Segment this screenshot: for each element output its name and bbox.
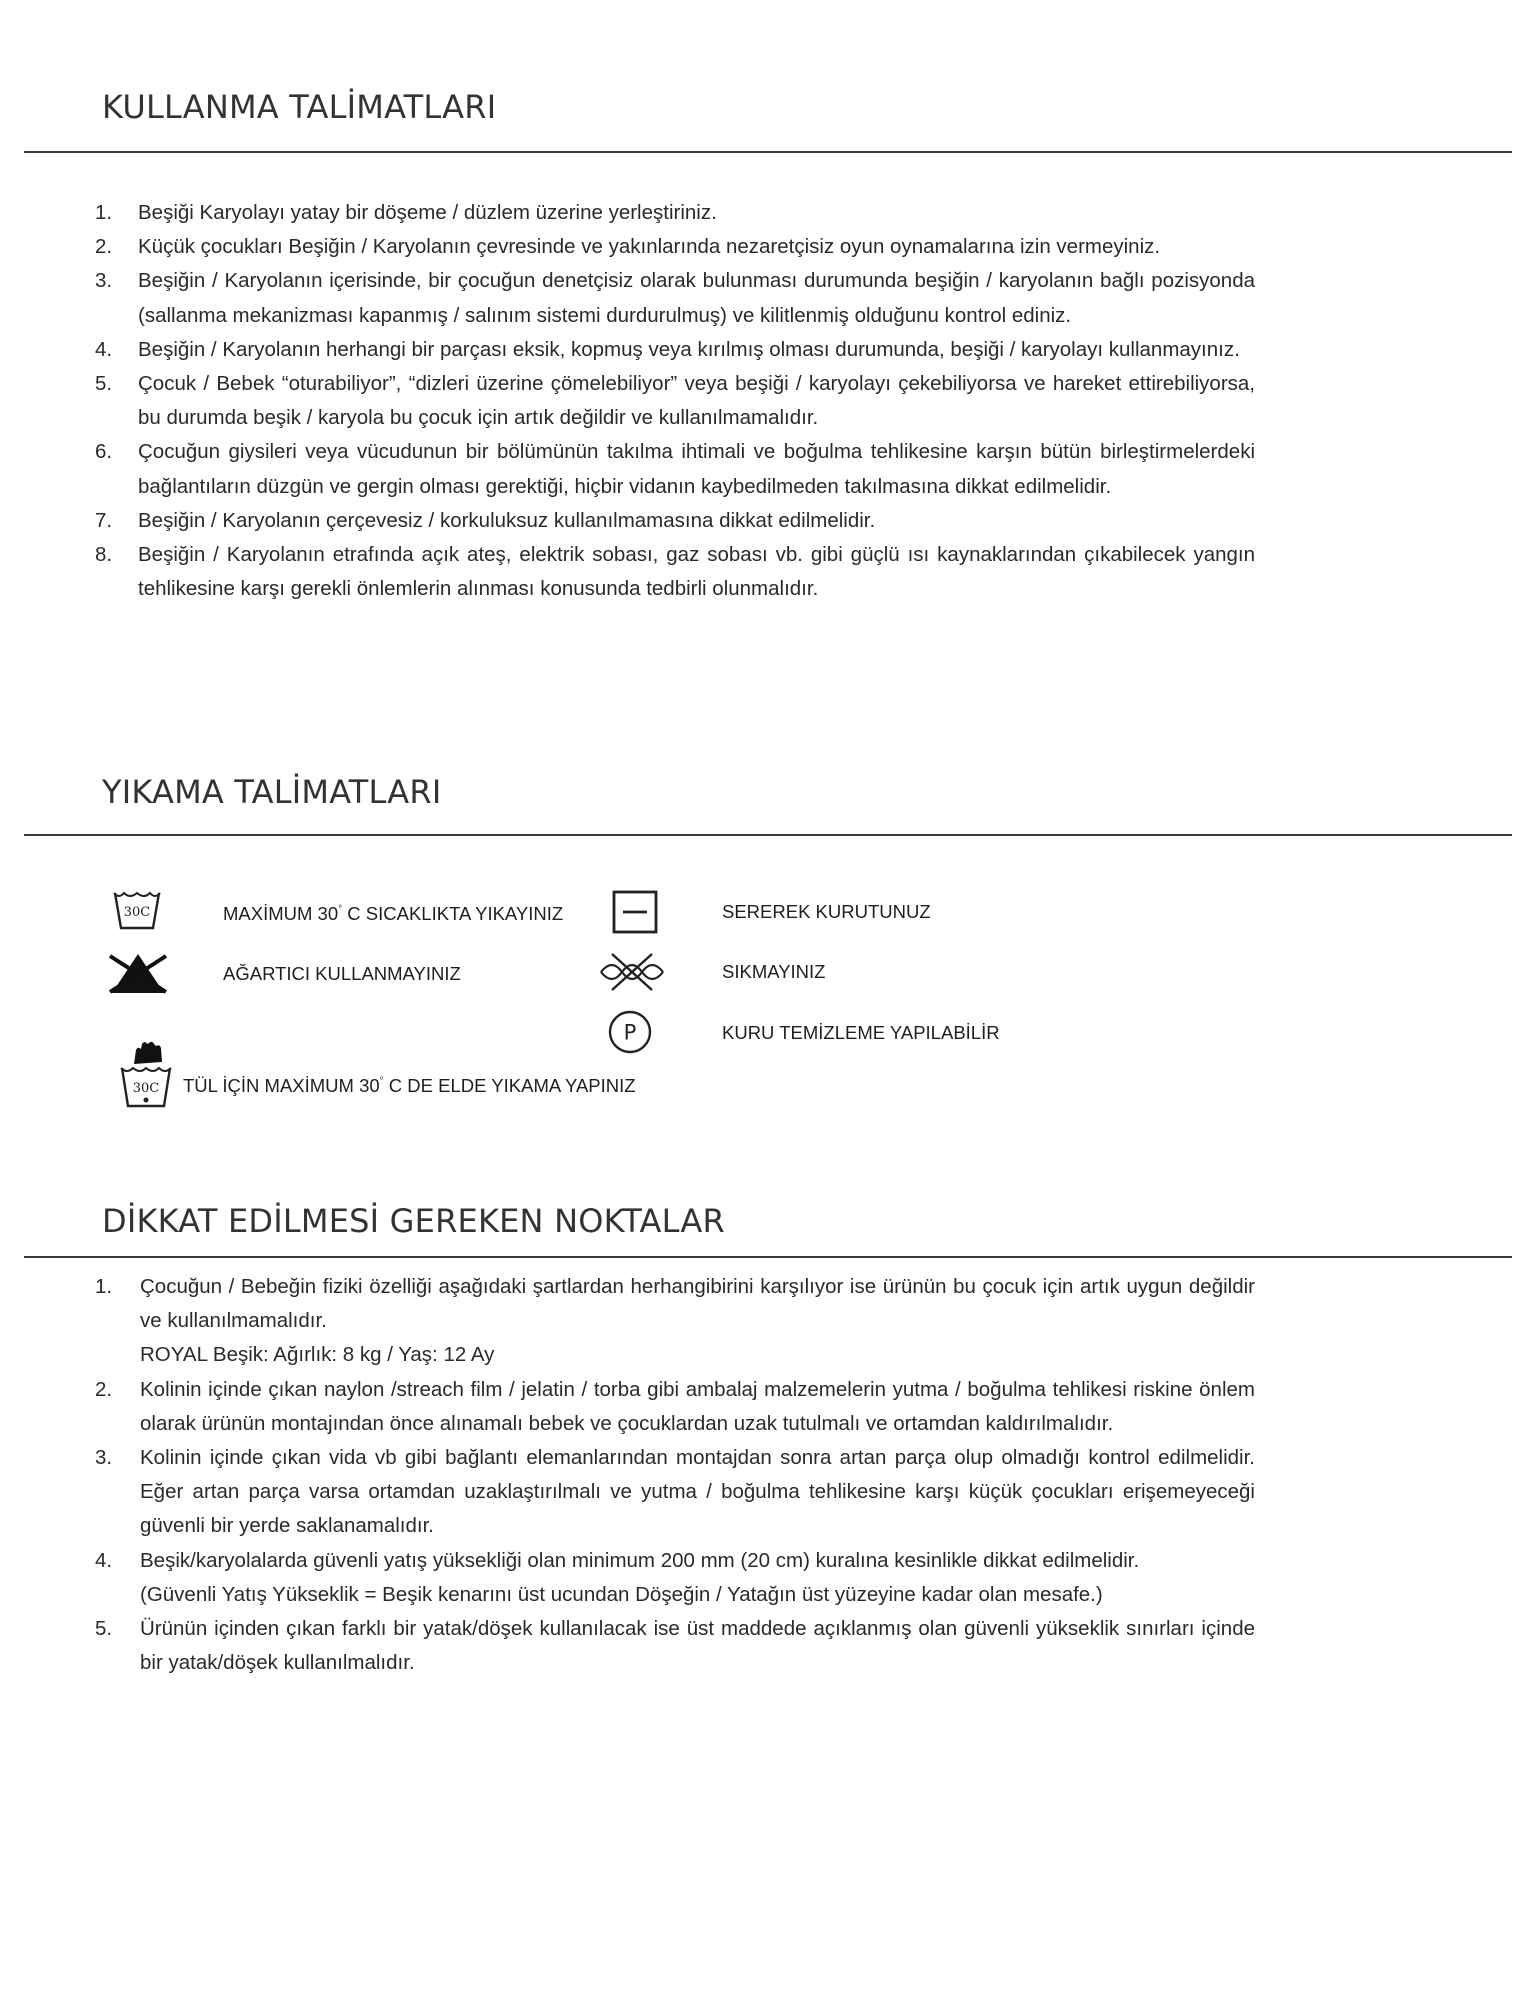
item-number: 8. (95, 543, 113, 567)
item-text: Beşiğin / Karyolanın herhangi bir parçası eksik, kopmuş veya kırılmış olması durumunda, beşiği / karyolayı kullanmayınız. (138, 337, 1240, 361)
do-not-wring-icon (598, 952, 666, 992)
list-item (95, 230, 1255, 264)
item-text: Beşiğin / Karyolanın etrafında açık ateş, elektrik sobası, gaz sobası vb. gibi güçlü ısı kaynaklarından çıkabilecek yangın tehlikesine karşı gerekli önlemlerin alınması konusunda tedbirli olunmalıdır. (138, 543, 1255, 601)
wash-tub-30-icon (112, 889, 162, 931)
wash-label: KURU TEMİZLEME YAPILABİLİR (722, 1022, 1000, 1043)
item-number: 1. (95, 1275, 113, 1298)
wash-label: AĞARTICI KULLANMAYINIZ (223, 963, 461, 984)
item-text: Beşik/karyolalarda güvenli yatış yüksekliği olan minimum 200 mm (20 cm) kuralına kesinlikle dikkat edilmelidir. (140, 1548, 1140, 1572)
wash-label: MAXİMUM 30° C SICAKLIKTA YIKAYINIZ (223, 903, 564, 924)
item-text: Beşiğin / Karyolanın içerisinde, bir çocuğun denetçisiz olarak bulunması durumunda beşiğin / karyolanın bağlı pozisyonda (sallanma mekanizması kapanmış / salınım sistemi durdurulmuş) ve kilitlenmiş olduğunu kontrol ediniz. (138, 269, 1255, 327)
item-text: Kolinin içinde çıkan naylon /streach film / jelatin / torba gibi ambalaj malzemelerin yutma / boğulma tehlikesi riskine önlem olarak ürünün montajından önce alınamalı bebek ve çocuklardan uzak tutulmalı ve ortamdan kaldırılmalıdır. (140, 1377, 1255, 1435)
dry-flat-icon (612, 890, 658, 934)
item-number: 3. (95, 269, 113, 293)
list-item (95, 367, 1255, 435)
icon-text: 30C (132, 1081, 160, 1096)
item-number: 5. (95, 1617, 113, 1641)
item-number: 6. (95, 440, 113, 464)
list-item (95, 264, 1255, 332)
list-item (95, 1612, 1255, 1680)
item-number: 4. (95, 1548, 113, 1572)
item-number: 5. (95, 372, 113, 396)
item-number: 2. (95, 235, 113, 259)
attention-points-list (95, 1270, 1255, 1680)
hand-wash-30-icon (118, 1040, 174, 1110)
item-number: 2. (95, 1377, 113, 1401)
item-text: Beşiğin / Karyolanın çerçevesiz / korkuluksuz kullanılmamasına dikkat edilmelidir. (138, 508, 876, 532)
item-text: Çocuğun / Bebeğin fiziki özelliği aşağıdaki şartlardan herhangibirini karşılıyor ise ürünün bu çocuk için artık uygun değildir ve kullanılmamalıdır. (140, 1275, 1255, 1333)
icon-text: 30C (123, 905, 151, 920)
attention-section-title: DİKKAT EDİLMESİ GEREKEN NOKTALAR (102, 1202, 725, 1240)
section-divider (24, 1256, 1512, 1258)
item-note: (Güvenli Yatış Yükseklik = Beşik kenarını üst ucundan Döşeğin / Yatağın üst yüzeyine kadar olan mesafe.) (140, 1582, 1103, 1606)
item-text: Çocuk / Bebek “oturabiliyor”, “dizleri üzerine çömelebiliyor” veya beşiği / karyolayı çekebiliyorsa ve hareket ettirebiliyorsa, bu durumda beşik / karyola bu çocuk için artık değildir ve kullanılmamalıdır. (138, 372, 1255, 430)
item-number: 7. (95, 508, 113, 532)
list-item (95, 435, 1255, 503)
wash-label: SEREREK KURUTUNUZ (722, 901, 931, 922)
section-divider (24, 151, 1512, 153)
no-bleach-icon (106, 950, 170, 996)
list-item (95, 1373, 1255, 1441)
wash-label: TÜL İÇİN MAXİMUM 30° C DE ELDE YIKAMA YAPINIZ (183, 1075, 636, 1096)
item-number: 1. (95, 201, 113, 224)
list-item (95, 1441, 1255, 1544)
list-item (95, 504, 1255, 538)
usage-instructions-list (95, 196, 1255, 606)
item-number: 3. (95, 1446, 113, 1470)
list-item (95, 538, 1255, 606)
list-item (95, 1270, 1255, 1373)
list-item (95, 333, 1255, 367)
item-note: ROYAL Beşik: Ağırlık: 8 kg / Yaş: 12 Ay (140, 1343, 495, 1367)
item-text: Ürünün içinden çıkan farklı bir yatak/döşek kullanılacak ise üst maddede açıklanmış olan güvenli yükseklik sınırları içinde bir yatak/döşek kullanılmalıdır. (140, 1617, 1255, 1675)
icon-text: P (623, 1020, 637, 1045)
item-text: Küçük çocukları Beşiğin / Karyolanın çevresinde ve yakınlarında nezaretçisiz oyun oynamalarına izin vermeyiniz. (138, 235, 1161, 259)
usage-section-title: KULLANMA TALİMATLARI (102, 88, 497, 126)
washing-section-title: YIKAMA TALİMATLARI (102, 773, 442, 811)
list-item (95, 1544, 1255, 1612)
list-item (95, 196, 1255, 230)
dry-clean-p-icon (607, 1009, 653, 1055)
item-number: 4. (95, 337, 113, 361)
item-text: Beşiği Karyolayı yatay bir döşeme / düzlem üzerine yerleştiriniz. (138, 201, 717, 224)
wash-label: SIKMAYINIZ (722, 961, 826, 982)
section-divider (24, 834, 1512, 836)
item-text: Çocuğun giysileri veya vücudunun bir bölümünün takılma ihtimali ve boğulma tehlikesine karşın bütün birleştirmelerdeki bağlantıların düzgün ve gergin olması gerektiği, hiçbir vidanın kaybedilmeden takılmasına dikkat edilmelidir. (138, 440, 1255, 498)
item-text: Kolinin içinde çıkan vida vb gibi bağlantı elemanlarından montajdan sonra artan parça olup olmadığı kontrol edilmelidir. Eğer artan parça varsa ortamdan uzaklaştırılmalı ve yutma / boğulma tehlikesine karşı küçük çocukları erişemeyeceği güvenli bir yerde saklanamalıdır. (140, 1446, 1255, 1538)
